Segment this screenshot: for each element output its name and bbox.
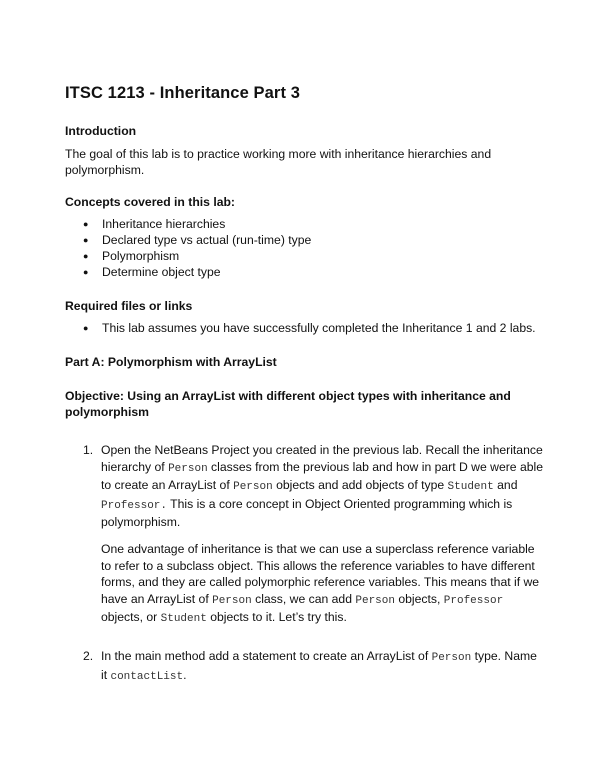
list-item: ● Determine object type	[83, 264, 311, 280]
required-list	[83, 320, 536, 336]
code-text: Person	[233, 481, 273, 493]
introduction-text: The goal of this lab is to practice working more with inheritance hierarchies and polymorphism.	[65, 147, 492, 177]
list-item: ● Polymorphism	[83, 248, 311, 264]
concepts-list	[83, 216, 311, 280]
introduction-heading: Introduction	[65, 124, 137, 138]
list-item: ● Inheritance hierarchies	[83, 216, 311, 232]
required-heading: Required files or links	[65, 299, 193, 313]
code-text: Professor	[443, 594, 504, 607]
list-item: ● Declared type vs actual (run-time) type	[83, 232, 311, 248]
code-text: Person	[355, 594, 395, 607]
code-text: Person	[212, 594, 252, 607]
part-a-heading: Part A: Polymorphism with ArrayList	[65, 355, 277, 369]
objective-heading: Objective: Using an ArrayList with different object types with inheritance and polymorphism	[65, 389, 511, 419]
step-2-paragraph-1: In the main method add a statement to create an ArrayList of Person type. Name it contactList.	[101, 649, 537, 683]
code-text: Professor.	[101, 499, 168, 512]
page-title: ITSC 1213 - Inheritance Part 3	[65, 84, 301, 102]
code-text: Student	[160, 613, 207, 625]
step-1-paragraph-1: Open the NetBeans Project you created in the previous lab. Recall the inheritance hierarchy of Person classes from the previous lab and how in part D we were able to create an ArrayList of Person objects and add objects of type Student and Professor. This is a core concept in Object Oriented programming which is polymorphism.	[101, 443, 543, 529]
code-text: Student	[447, 481, 494, 493]
step-number: 1.	[83, 443, 94, 457]
code-text: contactList	[110, 670, 184, 683]
code-text: Person	[431, 652, 472, 664]
step-1-paragraph-2: One advantage of inheritance is that we can use a superclass reference variable to refer to a subclass object. This allows the reference variables to have different forms, and they are called polymorphic reference variables. This means that if we have an ArrayList of Person class, we can add Person objects, Professor objects, or Student objects to it. Let’s try this.	[101, 542, 540, 625]
code-text: Person	[168, 462, 208, 475]
step-number: 2.	[83, 649, 94, 663]
list-item: ● This lab assumes you have successfully completed the Inheritance 1 and 2 labs.	[83, 320, 536, 336]
concepts-heading: Concepts covered in this lab:	[65, 195, 235, 209]
